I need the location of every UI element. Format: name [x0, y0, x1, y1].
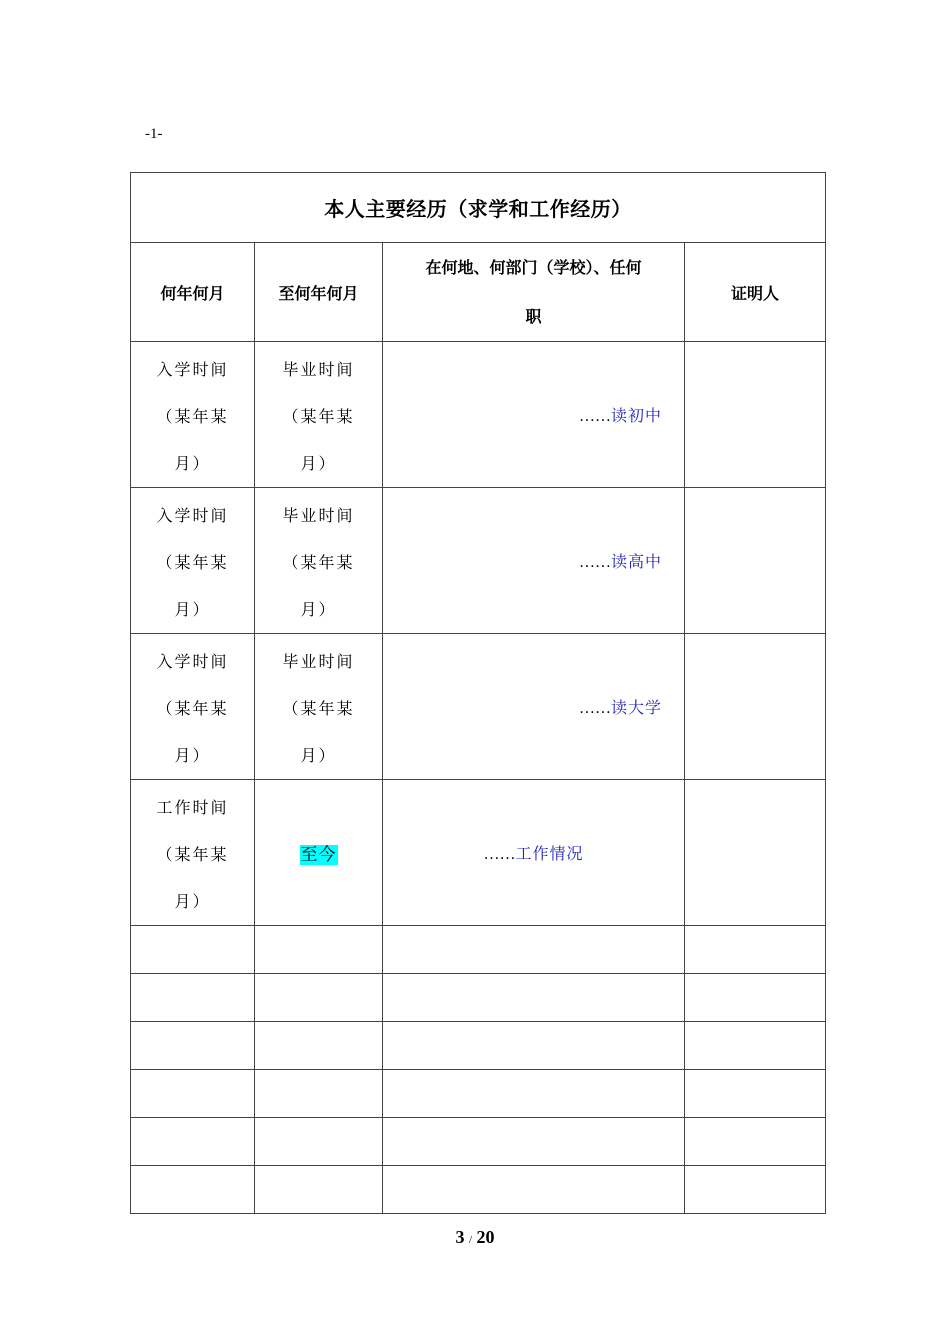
current-page: 3 [455, 1227, 465, 1247]
empty-cell[interactable] [685, 974, 826, 1022]
record-row [131, 488, 826, 634]
description-text: 读初中 [610, 406, 662, 425]
empty-cell[interactable] [255, 974, 383, 1022]
empty-row [131, 1022, 826, 1070]
start-date-cell[interactable] [131, 634, 255, 780]
end-date-cell[interactable] [255, 488, 383, 634]
start-line: 入学时间 [156, 652, 229, 671]
end-line: 月） [300, 746, 337, 765]
start-line: 入学时间 [156, 360, 229, 379]
empty-cell[interactable] [131, 926, 255, 974]
table-title: 本人主要经历（求学和工作经历） [131, 173, 826, 243]
empty-row [131, 1118, 826, 1166]
empty-cell[interactable] [685, 1166, 826, 1214]
empty-cell[interactable] [383, 1118, 685, 1166]
empty-cell[interactable] [685, 1118, 826, 1166]
record-row [131, 342, 826, 488]
empty-row [131, 926, 826, 974]
header-place-line1: 在何地、何部门（学校）、任何 [425, 258, 642, 277]
empty-cell[interactable] [131, 1166, 255, 1214]
end-line: （某年某 [282, 699, 355, 718]
description-text: 读大学 [610, 698, 662, 717]
start-line: （某年某 [156, 699, 229, 718]
description-cell[interactable] [383, 780, 685, 926]
start-line: （某年某 [156, 845, 229, 864]
header-place-line2: 职 [525, 307, 542, 326]
end-line: 毕业时间 [282, 506, 355, 525]
end-line: （某年某 [282, 407, 355, 426]
empty-cell[interactable] [131, 1022, 255, 1070]
page-tag: -1- [145, 126, 163, 142]
start-line: 入学时间 [156, 506, 229, 525]
start-line: （某年某 [156, 407, 229, 426]
end-line: 毕业时间 [282, 360, 355, 379]
empty-cell[interactable] [685, 926, 826, 974]
ellipsis: …… [578, 700, 611, 717]
description-text: 读高中 [610, 552, 662, 571]
ellipsis: …… [578, 408, 611, 425]
empty-cell[interactable] [383, 1166, 685, 1214]
description-cell[interactable] [383, 488, 685, 634]
start-date-cell[interactable] [131, 780, 255, 926]
empty-cell[interactable] [255, 1022, 383, 1070]
empty-cell[interactable] [255, 926, 383, 974]
description-text: 工作情况 [515, 844, 584, 863]
start-line: （某年某 [156, 553, 229, 572]
description-cell[interactable] [383, 634, 685, 780]
experience-table [130, 172, 826, 1214]
empty-cell[interactable] [131, 974, 255, 1022]
title-row [131, 173, 826, 243]
record-row [131, 634, 826, 780]
end-line: （某年某 [282, 553, 355, 572]
empty-cell[interactable] [255, 1118, 383, 1166]
description-cell[interactable] [383, 342, 685, 488]
empty-row [131, 1166, 826, 1214]
empty-row [131, 1070, 826, 1118]
end-date-cell[interactable] [255, 780, 383, 926]
start-line: 月） [174, 892, 211, 911]
header-row [131, 243, 826, 342]
header-start-date: 何年何月 [131, 243, 255, 342]
page-number-footer [0, 1227, 950, 1248]
total-pages: 20 [476, 1227, 495, 1247]
witness-cell[interactable] [685, 780, 826, 926]
empty-cell[interactable] [131, 1118, 255, 1166]
ellipsis: …… [578, 554, 611, 571]
start-date-cell[interactable] [131, 488, 255, 634]
header-place [383, 243, 685, 342]
empty-cell[interactable] [383, 1022, 685, 1070]
record-row [131, 780, 826, 926]
witness-cell[interactable] [685, 634, 826, 780]
empty-cell[interactable] [255, 1070, 383, 1118]
start-line: 工作时间 [156, 798, 229, 817]
end-date-cell[interactable] [255, 634, 383, 780]
empty-cell[interactable] [131, 1070, 255, 1118]
start-line: 月） [174, 746, 211, 765]
witness-cell[interactable] [685, 342, 826, 488]
end-line: 月） [300, 600, 337, 619]
empty-row [131, 974, 826, 1022]
empty-cell[interactable] [383, 926, 685, 974]
empty-cell[interactable] [685, 1022, 826, 1070]
start-date-cell[interactable] [131, 342, 255, 488]
empty-cell[interactable] [383, 974, 685, 1022]
header-end-date: 至何年何月 [255, 243, 383, 342]
end-line: 毕业时间 [282, 652, 355, 671]
end-line: 月） [300, 454, 337, 473]
empty-cell[interactable] [383, 1070, 685, 1118]
start-line: 月） [174, 454, 211, 473]
empty-cell[interactable] [255, 1166, 383, 1214]
start-line: 月） [174, 600, 211, 619]
witness-cell[interactable] [685, 488, 826, 634]
empty-cell[interactable] [685, 1070, 826, 1118]
page-separator: / [468, 1234, 473, 1246]
until-now-highlight: 至今 [300, 845, 337, 865]
end-date-cell[interactable] [255, 342, 383, 488]
header-witness: 证明人 [685, 243, 826, 342]
ellipsis: …… [483, 846, 516, 863]
